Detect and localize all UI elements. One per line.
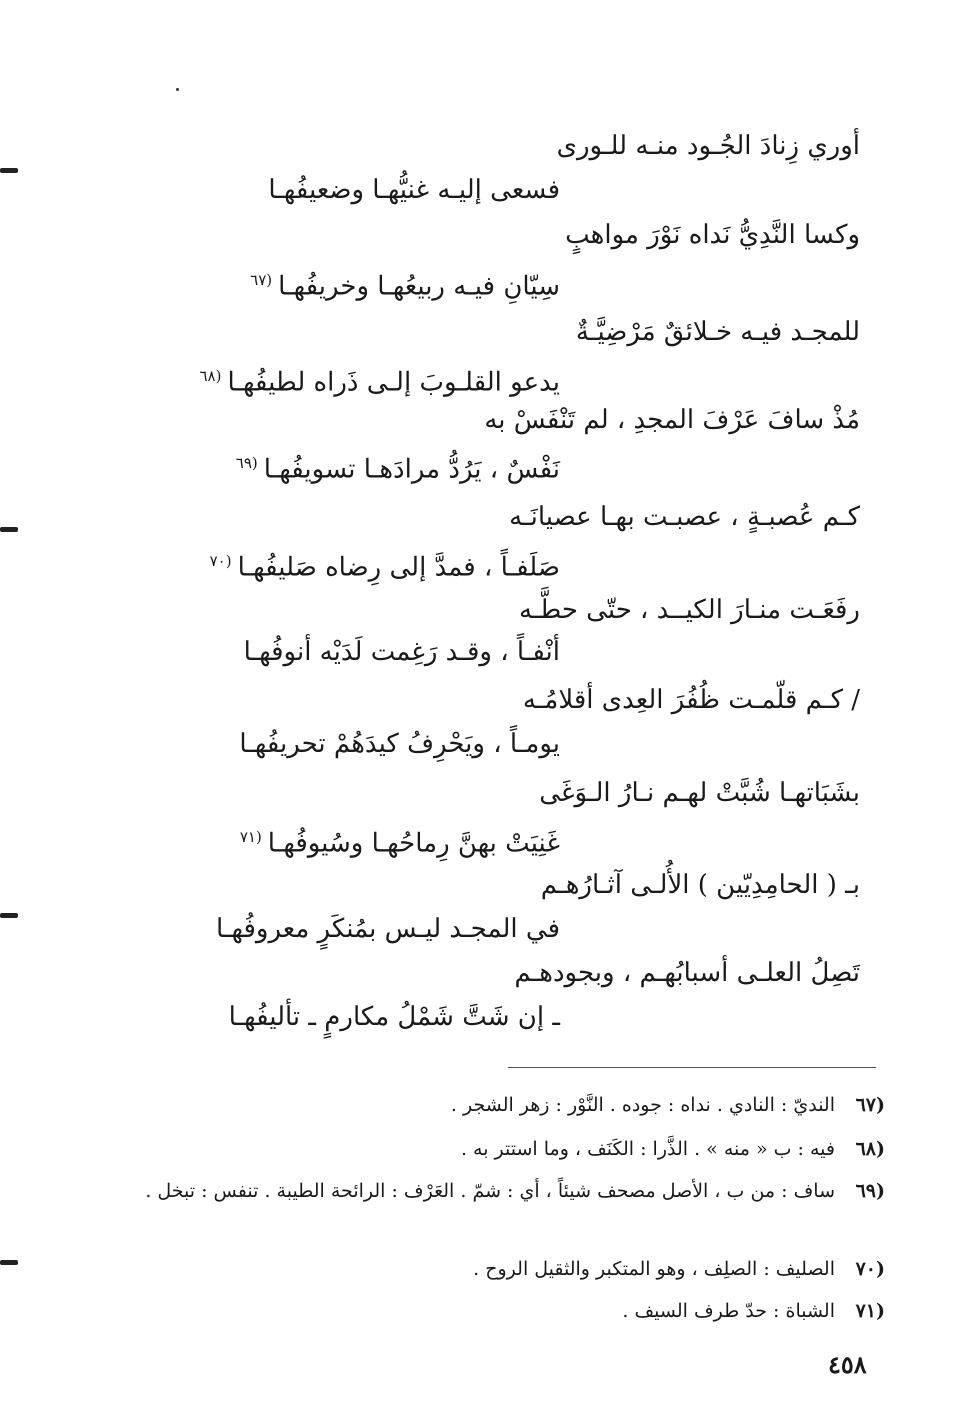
footnote-divider [508, 1067, 876, 1068]
footnote-ref: (٦٧ [250, 271, 273, 289]
footnote-ref: (٦٩ [235, 454, 258, 472]
poem-line: سِيّانِ فيـه ربيعُهـا وخريفُهـا$^{(٦٧}$ [250, 271, 560, 302]
footnote-67: (٦٧النديّ : النادي . نداه : جوده . النَّوْر : زهر الشجر . [450, 1094, 885, 1116]
poem-line: وكسا النَّدِيُّ نَداه نَوْرَ مواهبٍ [565, 220, 860, 250]
footnote-69: (٦٩ساف : من ب ، الأصل مصحف شيئاً ، أي : شمّ . العَرْف : الرائحة الطيبة . تنفس : تبخل . [145, 1180, 885, 1202]
poem-line: صَلَفـاً ، فمدَّ إلى رِضاه صَليفُهـا$^{(٧٠}$ [209, 552, 560, 583]
poem-line: أنْفـاً ، وقـد رَغِمت لَدَيْه أنوفُهـا [243, 637, 560, 667]
binding-mark [0, 168, 18, 173]
poem-line: نَفْسٌ ، يَرُدُّ مرادَهـا تسويفُهـا$^{(٦٩}$ [235, 454, 560, 485]
poem-line: مُذْ سافَ عَرْفَ المجدِ ، لم تَنْفَسْ به [484, 405, 860, 435]
binding-mark [0, 527, 18, 532]
binding-mark [0, 913, 18, 918]
poem-line: ـ إن شَتَّ شَمْلُ مكارمٍ ـ تأليفُهـا [228, 1002, 560, 1032]
footnote-ref: (٧٠ [209, 552, 232, 570]
poem-line: بـ ( الحامِدِيّين ) الأُلـى آثـارُهـم [540, 870, 860, 900]
poem-line: يومـاً ، ويَحْرِفُ كيدَهُمْ تحريفُهـا [239, 729, 560, 759]
poem-line: كـم عُصبـةٍ ، عصبـت بهـا عصيانَـه [509, 502, 860, 532]
poem-line: في المجـد ليـس بمُنكَرٍ معروفُهـا [215, 914, 560, 944]
poem-line: / كـم قلّمـت ظُفُرَ العِدى أقلامُـه [522, 685, 860, 715]
poem-line: غَنِيَتْ بهنَّ رِماحُهـا وسُيوفُهـا$^{(٧١}$ [239, 828, 560, 859]
poem-line: أوري زِنادَ الجُـود منـه للـورى [556, 131, 860, 161]
poem-line: رفَعَـت منـارَ الكيــد ، حتّى حطَّـه [518, 595, 860, 625]
page-number: ٤٥٨ [828, 1350, 867, 1379]
poem-line: يدعو القلـوبَ إلـى ذَراه لطيفُهـا$^{(٦٨}$ [199, 367, 560, 398]
footnote-ref: (٦٨ [199, 367, 222, 385]
ink-speck [176, 88, 179, 91]
poem-line: تَصِلُ العلـى أسبابُهـم ، وبجودهـم [514, 958, 860, 988]
footnote-68: (٦٨فيه : ب « منه » . الذَّرا : الكَنَف ، وما استتر به . [460, 1138, 885, 1160]
poem-line: فسعى إليـه غنيُّهـا وضعيفُهـا [268, 175, 560, 205]
footnote-70: (٧٠الصليف : الصلِف ، وهو المتكبر والثقيل الروح . [473, 1258, 885, 1280]
footnote-71: (٧١الشباة : حدّ طرف السيف . [622, 1300, 885, 1322]
poem-line: للمجـد فيـه خـلائقٌ مَرْضِيَّـةٌ [575, 317, 860, 347]
binding-mark [0, 1260, 18, 1265]
poem-line: بشَبَاتهـا شُبَّتْ لهـم نـارُ الـوَغَى [539, 778, 860, 808]
footnote-ref: (٧١ [239, 828, 262, 846]
